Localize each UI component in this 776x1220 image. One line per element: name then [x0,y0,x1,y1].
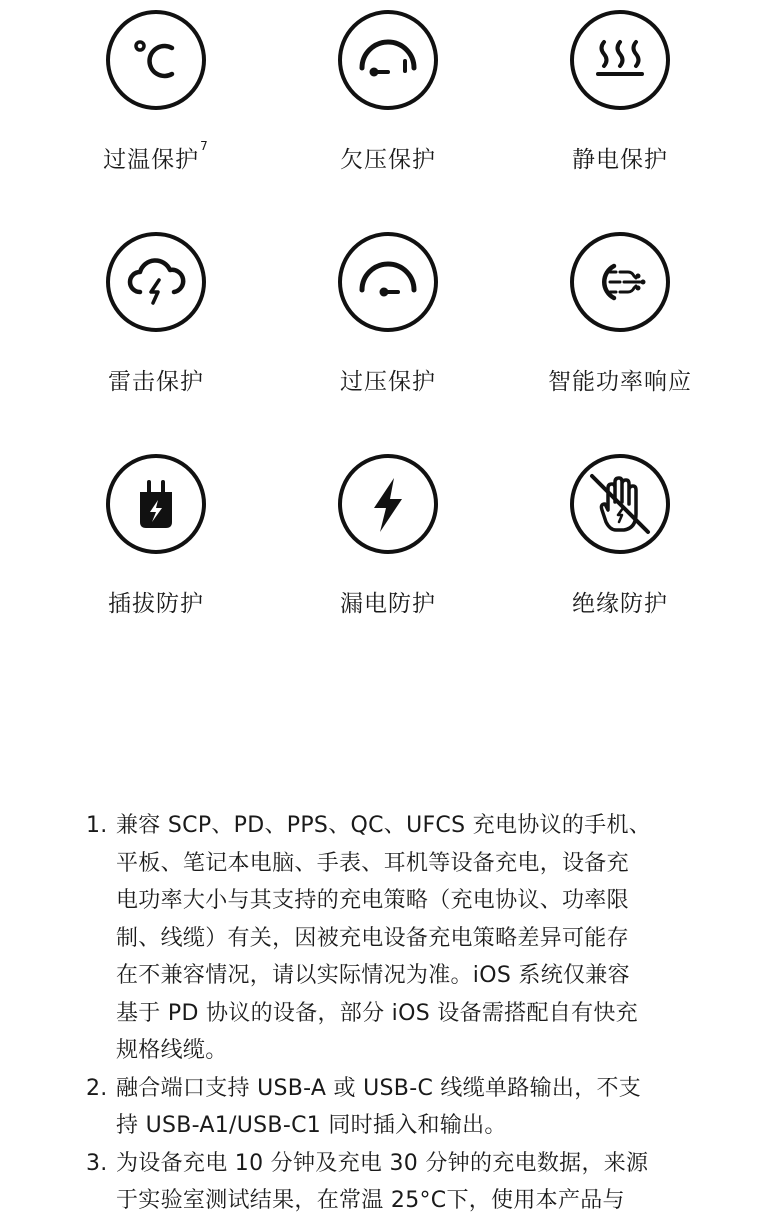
feature-label: 智能功率响应 [548,369,692,395]
feature-under-voltage [273,8,503,178]
footnote-line: 在不兼容情况，请以实际情况为准。iOS 系统仅兼容 [116,963,630,988]
footnote-line: 为设备充电 10 分钟及充电 30 分钟的充电数据，来源 [116,1150,649,1176]
footnote-line: 平板、笔记本电脑、手表、耳机等设备充电，设备充 [116,850,629,876]
feature-smart-power [505,230,735,400]
feature-insulation [505,452,735,622]
low-voltage-gauge-icon [336,8,440,112]
feature-label: 过温保护$^7$ [103,139,209,173]
lightning-cloud-icon [104,230,208,334]
feature-static [505,8,735,178]
footnote-3 [86,1145,686,1220]
no-touch-hand-icon [568,452,672,556]
static-heat-waves-icon [568,8,672,112]
footnotes [86,807,686,1220]
footnote-line: 规格线缆。 [116,1038,228,1063]
feature-label: 漏电防护 [340,591,436,617]
footnote-line: 制、线缆）有关，因被充电设备充电策略差异可能存 [116,925,629,951]
feature-label: 过压保护 [340,369,436,395]
lightning-bolt-icon [336,452,440,556]
feature-label: 插拔防护 [108,591,204,617]
footnote-number: 2. [86,1075,108,1101]
feature-plug [41,452,271,622]
feature-lightning [41,230,271,400]
feature-label: 雷击保护 [108,369,204,395]
over-voltage-gauge-icon [336,230,440,334]
footnote-text [116,807,686,1070]
footnote-text [116,1145,686,1220]
footnote-text [116,1070,686,1145]
footnote-line: 电功率大小与其支持的充电策略（充电协议、功率限 [116,888,629,913]
plug-icon [104,452,208,556]
feature-over-voltage [273,230,503,400]
feature-over-temperature [41,8,271,178]
feature-label: 静电保护 [572,147,668,173]
feature-label: 绝缘防护 [572,591,668,617]
footnote-line: 基于 PD 协议的设备，部分 iOS 设备需搭配自有快充 [116,1000,638,1026]
footnote-1 [86,807,686,1070]
feature-label: 欠压保护 [340,147,436,173]
feature-leakage [273,452,503,622]
footnote-number: 3. [86,1150,108,1176]
footnote-line: 于实验室测试结果，在常温 25°C下，使用本产品与 [116,1188,625,1213]
footnote-line: 持 USB-A1/USB-C1 同时插入和输出。 [116,1113,507,1138]
smart-power-icon [568,230,672,334]
temperature-icon [104,8,208,112]
footnote-line: 融合端口支持 USB-A 或 USB-C 线缆单路输出，不支 [116,1075,642,1101]
footnote-2 [86,1070,686,1145]
footnote-line: 兼容 SCP、PD、PPS、QC、UFCS 充电协议的手机、 [116,813,652,838]
footnote-number: 1. [86,813,108,838]
